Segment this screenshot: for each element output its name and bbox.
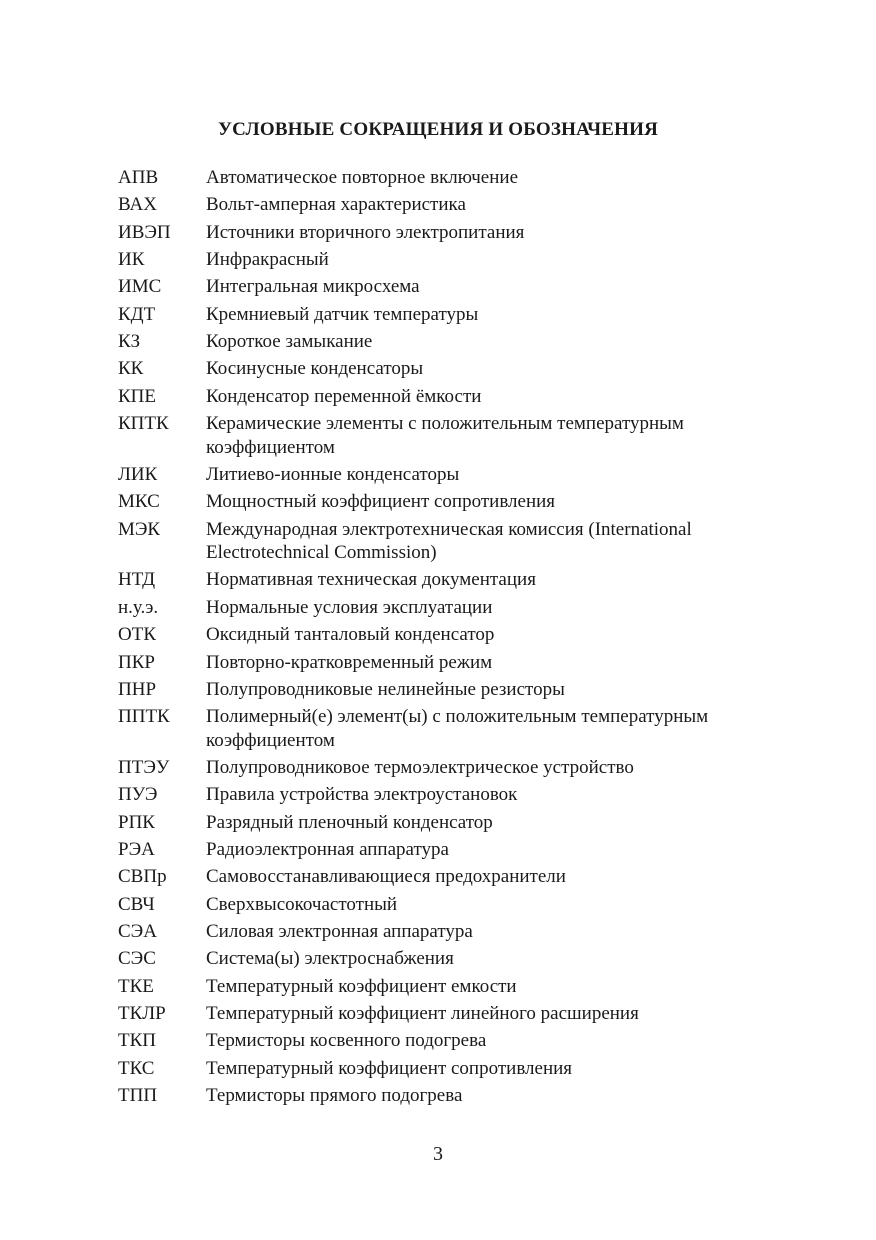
abbreviation-term: ПКР (118, 651, 155, 673)
abbreviation-term: ВАХ (118, 194, 157, 216)
abbreviation-term: СЭА (118, 921, 157, 943)
abbreviation-definition: Силовая электронная аппаратура (206, 921, 473, 943)
abbreviation-definition: Нормативная техническая документация (206, 569, 536, 591)
abbreviation-definition: Вольт-амперная характеристика (206, 194, 466, 216)
abbreviation-list (118, 166, 758, 1112)
list-item (118, 518, 758, 565)
list-item (118, 248, 758, 272)
list-item (118, 357, 758, 381)
abbreviation-term: ТКЕ (118, 975, 154, 997)
list-item (118, 811, 758, 835)
list-item (118, 166, 758, 190)
abbreviation-term: ППТК (118, 706, 170, 728)
abbreviation-definition: Радиоэлектронная аппаратура (206, 839, 449, 861)
abbreviation-definition: Инфракрасный (206, 249, 329, 271)
abbreviation-term: СВПр (118, 866, 167, 888)
list-item (118, 756, 758, 780)
list-item (118, 275, 758, 299)
abbreviation-definition: Полупроводниковое термоэлектрическое устройство (206, 757, 634, 779)
abbreviation-definition: Повторно-кратковременный режим (206, 651, 493, 673)
list-item (118, 568, 758, 592)
abbreviation-term: ИК (118, 249, 145, 271)
abbreviation-definition: Температурный коэффициент емкости (206, 975, 517, 997)
list-item (118, 705, 758, 752)
abbreviation-term: МКС (118, 491, 160, 513)
abbreviation-definition: Правила устройства электроустановок (206, 784, 518, 806)
list-item (118, 865, 758, 889)
abbreviation-definition: Температурный коэффициент линейного расширения (206, 1003, 639, 1025)
list-item (118, 783, 758, 807)
abbreviation-term: ТКП (118, 1030, 156, 1052)
abbreviation-definition: Керамические элементы с положительным температурным коэффициентом (206, 413, 684, 458)
abbreviation-term: ПНР (118, 678, 157, 700)
list-item (118, 385, 758, 409)
abbreviation-term: ОТК (118, 624, 156, 646)
page-title: УСЛОВНЫЕ СОКРАЩЕНИЯ И ОБОЗНАЧЕНИЯ (217, 119, 659, 140)
abbreviation-definition: Сверхвысокочастотный (206, 893, 398, 915)
list-item (118, 920, 758, 944)
abbreviation-definition: Источники вторичного электропитания (206, 221, 525, 243)
abbreviation-term: НТД (118, 569, 156, 591)
abbreviation-definition: Конденсатор переменной ёмкости (206, 385, 482, 407)
abbreviation-definition: Разрядный пленочный конденсатор (206, 811, 493, 833)
abbreviation-term: ПУЭ (118, 784, 158, 806)
abbreviation-term: ТКС (118, 1057, 155, 1079)
list-item (118, 1002, 758, 1026)
list-item (118, 975, 758, 999)
abbreviation-term: РПК (118, 811, 155, 833)
abbreviation-term: ТПП (118, 1085, 158, 1107)
list-item (118, 838, 758, 862)
abbreviation-term: ЛИК (118, 463, 158, 485)
abbreviation-definition: Температурный коэффициент сопротивления (206, 1057, 573, 1079)
abbreviation-definition: Система(ы) электроснабжения (206, 948, 454, 970)
abbreviation-term: КПЕ (118, 385, 156, 407)
abbreviation-term: КК (118, 358, 144, 380)
abbreviation-definition: Полимерный(е) элемент(ы) с положительным температурным коэффициентом (206, 706, 709, 751)
abbreviation-definition: Косинусные конденсаторы (206, 358, 424, 380)
abbreviation-term: КЗ (118, 331, 141, 353)
list-item (118, 463, 758, 487)
abbreviation-definition: Кремниевый датчик температуры (206, 303, 479, 325)
abbreviation-definition: Самовосстанавливающиеся предохранители (206, 866, 566, 888)
page-number: 3 (433, 1143, 443, 1165)
abbreviation-term: ИВЭП (118, 221, 171, 243)
list-item (118, 412, 758, 459)
abbreviation-definition: Международная электротехническая комиссия (International Electrotechnical Commission) (206, 518, 692, 564)
abbreviation-term: ТКЛР (118, 1003, 166, 1025)
abbreviation-definition: Оксидный танталовый конденсатор (206, 624, 495, 646)
abbreviation-definition: Нормальные условия эксплуатации (206, 596, 493, 618)
list-item (118, 303, 758, 327)
list-item (118, 1057, 758, 1081)
list-item (118, 596, 758, 620)
abbreviation-term: СЭС (118, 948, 156, 970)
abbreviation-term: н.у.э. (118, 596, 159, 618)
abbreviation-definition: Термисторы косвенного подогрева (206, 1030, 487, 1052)
abbreviation-definition: Термисторы прямого подогрева (206, 1085, 463, 1107)
abbreviation-term: СВЧ (118, 893, 155, 915)
abbreviation-definition: Автоматическое повторное включение (206, 167, 519, 188)
abbreviation-term: ПТЭУ (118, 757, 170, 779)
list-item (118, 193, 758, 217)
abbreviation-definition: Полупроводниковые нелинейные резисторы (206, 678, 565, 700)
list-item (118, 490, 758, 514)
list-item (118, 1029, 758, 1053)
list-item (118, 651, 758, 675)
abbreviation-term: КДТ (118, 303, 156, 325)
abbreviation-term: РЭА (118, 839, 155, 861)
abbreviation-term: МЭК (118, 518, 161, 540)
list-item (118, 678, 758, 702)
abbreviation-definition: Короткое замыкание (206, 331, 373, 353)
list-item (118, 330, 758, 354)
list-item (118, 1084, 758, 1108)
abbreviation-term: АПВ (118, 167, 159, 188)
abbreviation-definition: Литиево-ионные конденсаторы (206, 463, 460, 485)
list-item (118, 893, 758, 917)
abbreviation-definition: Интегральная микросхема (206, 276, 420, 298)
list-item (118, 623, 758, 647)
abbreviation-term: ИМС (118, 276, 162, 298)
abbreviation-definition: Мощностный коэффициент сопротивления (206, 491, 556, 513)
list-item (118, 221, 758, 245)
abbreviation-term: КПТК (118, 413, 169, 435)
list-item (118, 947, 758, 971)
